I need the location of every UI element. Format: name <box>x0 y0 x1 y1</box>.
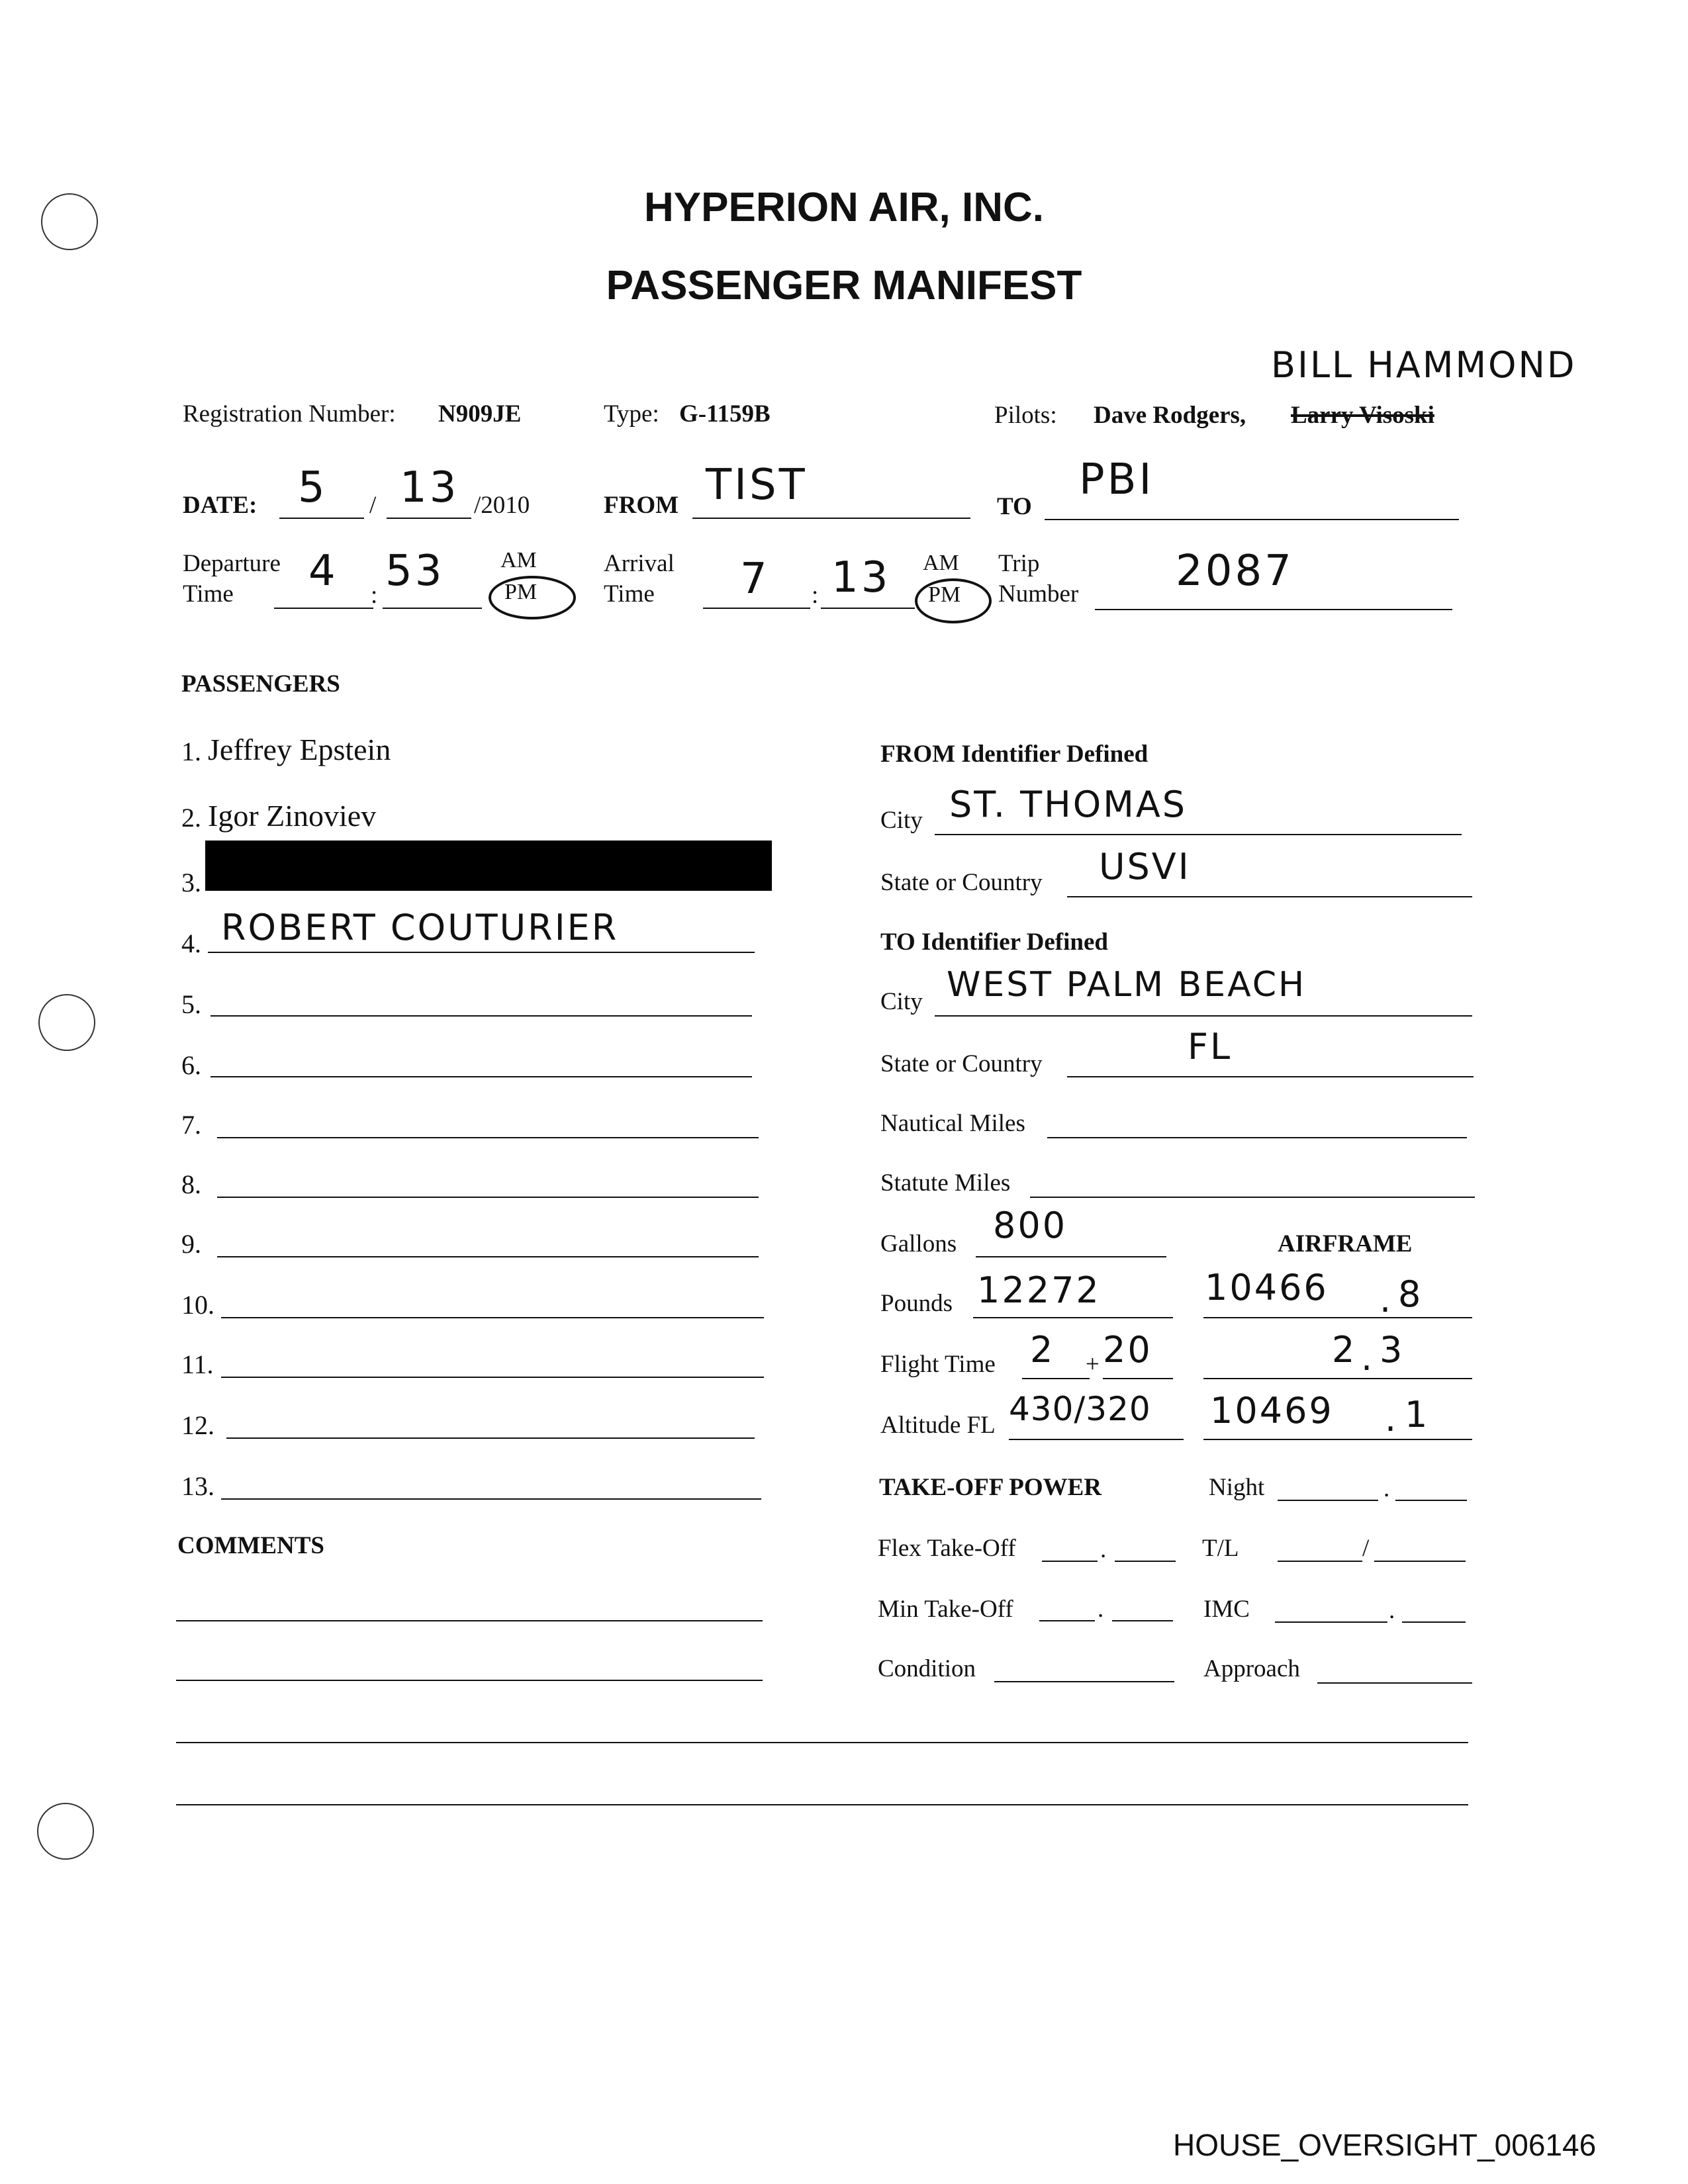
passenger-12-num: 12. <box>181 1410 214 1440</box>
passenger-4-name: ROBERT COUTURIER <box>221 907 619 948</box>
altitude-label: Altitude FL <box>880 1412 996 1439</box>
altitude-airframe-dot: . <box>1385 1398 1399 1439</box>
type-label: Type: <box>604 400 659 428</box>
arrival-am: AM <box>923 551 959 575</box>
statute-miles-label: Statute Miles <box>880 1169 1011 1197</box>
imc-label: IMC <box>1203 1596 1250 1623</box>
departure-label-2: Time <box>183 580 234 608</box>
from-city-label: City <box>880 807 923 834</box>
pilot-2-handwritten: BILL HAMMOND <box>1271 344 1577 386</box>
from-city-value: ST. THOMAS <box>949 784 1188 825</box>
night-dot: . <box>1383 1475 1390 1502</box>
passenger-11-num: 11. <box>181 1349 214 1379</box>
to-value: PBI <box>1079 455 1154 504</box>
passenger-8-num: 8. <box>181 1169 201 1199</box>
to-city-value: WEST PALM BEACH <box>947 965 1307 1005</box>
min-takeoff-label: Min Take-Off <box>878 1596 1013 1623</box>
flight-time-airframe-dot: . <box>1361 1337 1375 1379</box>
arrival-label-2: Time <box>604 580 655 608</box>
airframe-heading: AIRFRAME <box>1278 1230 1413 1257</box>
pounds-airframe: 10466 <box>1205 1267 1329 1308</box>
departure-colon: : <box>371 582 378 609</box>
arrival-hour: 7 <box>740 555 770 604</box>
nautical-miles-label: Nautical Miles <box>880 1110 1025 1137</box>
passenger-3-num: 3. <box>181 868 201 897</box>
arrival-pm: PM <box>928 582 961 607</box>
min-takeoff-dot: . <box>1098 1596 1104 1623</box>
passengers-heading: PASSENGERS <box>181 670 340 698</box>
gallons-label: Gallons <box>880 1230 957 1257</box>
departure-minute: 53 <box>385 547 445 596</box>
date-day: 13 <box>400 463 459 512</box>
bates-number: HOUSE_OVERSIGHT_006146 <box>1173 2128 1597 2162</box>
condition-label: Condition <box>878 1655 976 1682</box>
date-sep: / <box>369 492 377 519</box>
passenger-7-num: 7. <box>181 1110 201 1140</box>
comments-heading: COMMENTS <box>177 1532 324 1559</box>
trip-label-1: Trip <box>998 550 1040 577</box>
passenger-13-num: 13. <box>181 1471 214 1501</box>
to-label: TO <box>997 493 1032 520</box>
passenger-1-num: 1. <box>181 737 201 766</box>
passenger-4-num: 4. <box>181 929 201 958</box>
from-label: FROM <box>604 492 679 519</box>
flex-takeoff-label: Flex Take-Off <box>878 1535 1016 1562</box>
pounds-airframe-tenth: 8 <box>1398 1273 1423 1315</box>
altitude-airframe: 10469 <box>1210 1390 1334 1432</box>
flight-time-label: Flight Time <box>880 1351 996 1378</box>
passenger-10-num: 10. <box>181 1290 214 1320</box>
takeoff-power-heading: TAKE-OFF POWER <box>879 1474 1102 1501</box>
pilots-label: Pilots: <box>994 402 1057 429</box>
altitude-airframe-tenth: 1 <box>1405 1394 1430 1435</box>
approach-label: Approach <box>1203 1655 1300 1682</box>
type-value: G-1159B <box>679 400 771 428</box>
passenger-2-num: 2. <box>181 803 201 833</box>
departure-pm: PM <box>504 580 538 604</box>
passenger-5-num: 5. <box>181 989 201 1019</box>
departure-hour: 4 <box>308 547 338 596</box>
pounds-airframe-dot: . <box>1380 1279 1393 1320</box>
night-label: Night <box>1209 1474 1265 1501</box>
arrival-minute: 13 <box>831 553 891 602</box>
registration-value: N909JE <box>438 400 522 428</box>
page-title: PASSENGER MANIFEST <box>606 263 1082 308</box>
from-state-value: USVI <box>1099 846 1191 887</box>
to-city-label: City <box>880 988 923 1015</box>
passenger-2-name: Igor Zinoviev <box>208 799 377 833</box>
pilot-1: Dave Rodgers, <box>1094 402 1246 429</box>
arrival-label-1: Arrival <box>604 550 675 577</box>
from-state-label: State or Country <box>880 869 1043 896</box>
trip-number: 2087 <box>1176 547 1294 596</box>
tl-slash: / <box>1362 1535 1370 1562</box>
departure-label-1: Departure <box>183 550 281 577</box>
passenger-1-name: Jeffrey Epstein <box>208 733 391 766</box>
flight-time-airframe-tenth: 3 <box>1380 1329 1405 1371</box>
imc-dot: . <box>1389 1597 1395 1624</box>
company-name: HYPERION AIR, INC. <box>644 185 1044 230</box>
to-identifier-heading: TO Identifier Defined <box>880 929 1108 956</box>
flight-time-airframe: 2 <box>1332 1329 1357 1371</box>
redaction-bar <box>205 841 772 891</box>
punch-hole-bottom <box>37 1803 94 1860</box>
date-month: 5 <box>298 463 328 512</box>
gallons-value: 800 <box>993 1205 1068 1246</box>
pounds-label: Pounds <box>880 1290 953 1317</box>
flight-time-hours: 2 <box>1030 1329 1055 1371</box>
flight-time-plus: + <box>1086 1351 1100 1378</box>
pounds-value: 12272 <box>977 1269 1101 1311</box>
tl-label: T/L <box>1202 1535 1239 1562</box>
date-label: DATE: <box>183 492 258 519</box>
registration-label: Registration Number: <box>183 400 396 428</box>
passenger-6-num: 6. <box>181 1050 201 1080</box>
passenger-9-num: 9. <box>181 1229 201 1259</box>
departure-am: AM <box>500 548 537 572</box>
to-state-label: State or Country <box>880 1050 1043 1077</box>
to-state-value: FL <box>1188 1026 1233 1068</box>
from-value: TIST <box>706 461 808 510</box>
altitude-value: 430/320 <box>1009 1390 1151 1428</box>
punch-hole-middle <box>38 994 95 1051</box>
trip-label-2: Number <box>998 580 1079 608</box>
flight-time-minutes: 20 <box>1103 1329 1152 1371</box>
from-identifier-heading: FROM Identifier Defined <box>880 741 1149 768</box>
date-year: /2010 <box>474 492 530 519</box>
arrival-colon: : <box>812 582 819 609</box>
flex-takeoff-dot: . <box>1100 1536 1107 1563</box>
pilot-2-struck: Larry Visoski <box>1291 402 1434 429</box>
